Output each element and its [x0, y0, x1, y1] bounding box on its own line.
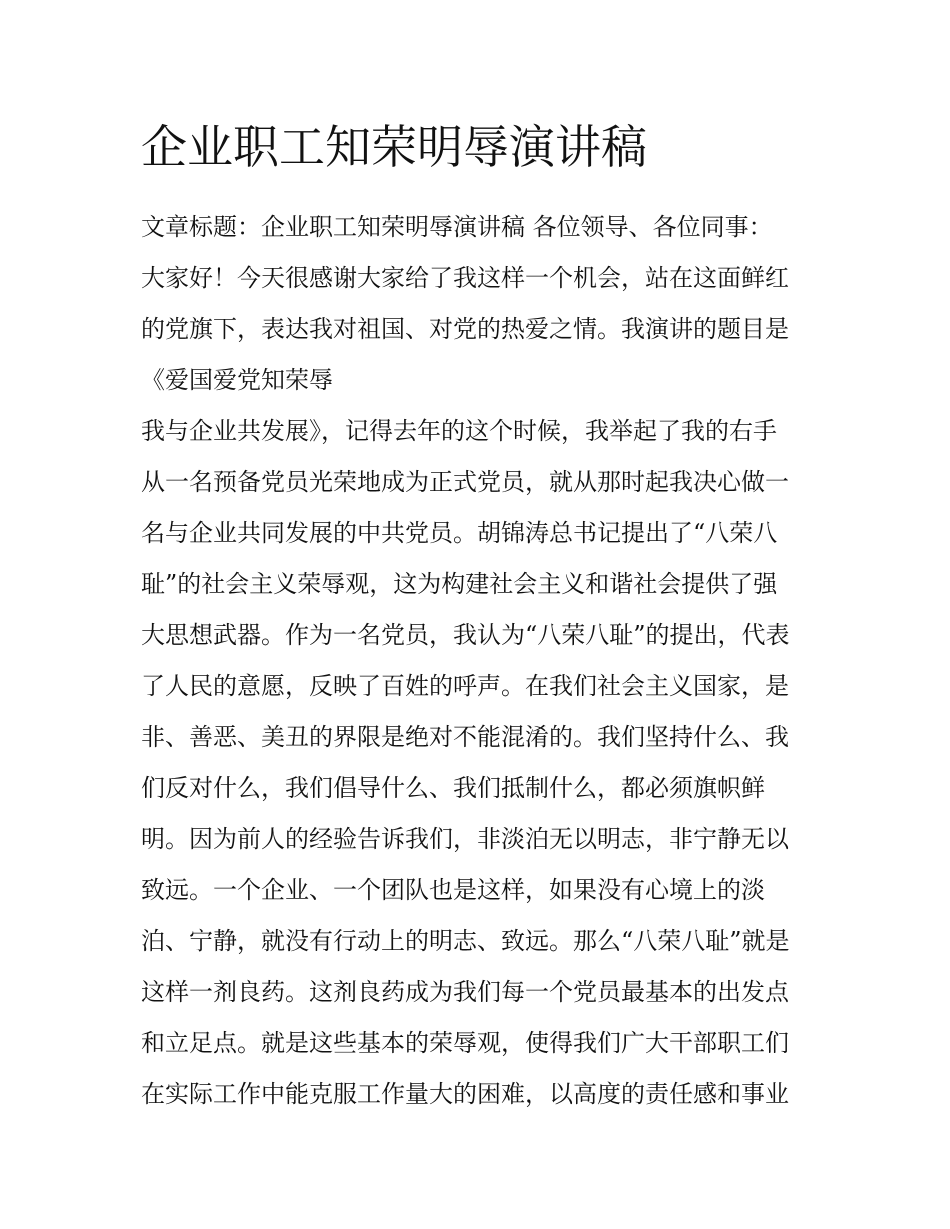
text-line: 明。因为前人的经验告诉我们，非淡泊无以明志，非宁静无以 [141, 825, 789, 853]
text-line: 大思想武器。作为一名党员，我认为“八荣八耻”的提出，代表 [141, 621, 790, 649]
text-line: 非、善恶、美丑的界限是绝对不能混淆的。我们坚持什么、我 [141, 723, 789, 751]
text-line: 从一名预备党员光荣地成为正式党员，就从那时起我决心做一 [141, 468, 789, 496]
document-title: 企业职工知荣明辱演讲稿 [141, 120, 647, 174]
text-line: 这样一剂良药。这剂良药成为我们每一个党员最基本的出发点 [141, 978, 789, 1006]
text-line: 了人民的意愿，反映了百姓的呼声。在我们社会主义国家，是 [141, 672, 789, 700]
text-line: 和立足点。就是这些基本的荣辱观，使得我们广大干部职工们 [141, 1029, 789, 1057]
text-line: 在实际工作中能克服工作量大的困难，以高度的责任感和事业 [141, 1080, 789, 1108]
text-line: 泊、宁静，就没有行动上的明志、致远。那么“八荣八耻”就是 [141, 927, 790, 955]
document-body [141, 202, 821, 1120]
text-line: 《爱国爱党知荣辱 [141, 366, 333, 394]
text-line: 大家好！今天很感谢大家给了我这样一个机会，站在这面鲜红 [141, 264, 789, 292]
text-line: 名与企业共同发展的中共党员。胡锦涛总书记提出了“八荣八 [141, 519, 778, 547]
text-line: 耻”的社会主义荣辱观，这为构建社会主义和谐社会提供了强 [141, 570, 778, 598]
text-line: 文章标题：企业职工知荣明辱演讲稿 各位领导、各位同事： [141, 213, 773, 241]
text-line: 们反对什么，我们倡导什么、我们抵制什么，都必须旗帜鲜 [141, 774, 765, 802]
text-line: 致远。一个企业、一个团队也是这样，如果没有心境上的淡 [141, 876, 765, 904]
text-line: 的党旗下，表达我对祖国、对党的热爱之情。我演讲的题目是 [141, 315, 789, 343]
text-line: 我与企业共发展》，记得去年的这个时候，我举起了我的右手 [141, 417, 777, 445]
